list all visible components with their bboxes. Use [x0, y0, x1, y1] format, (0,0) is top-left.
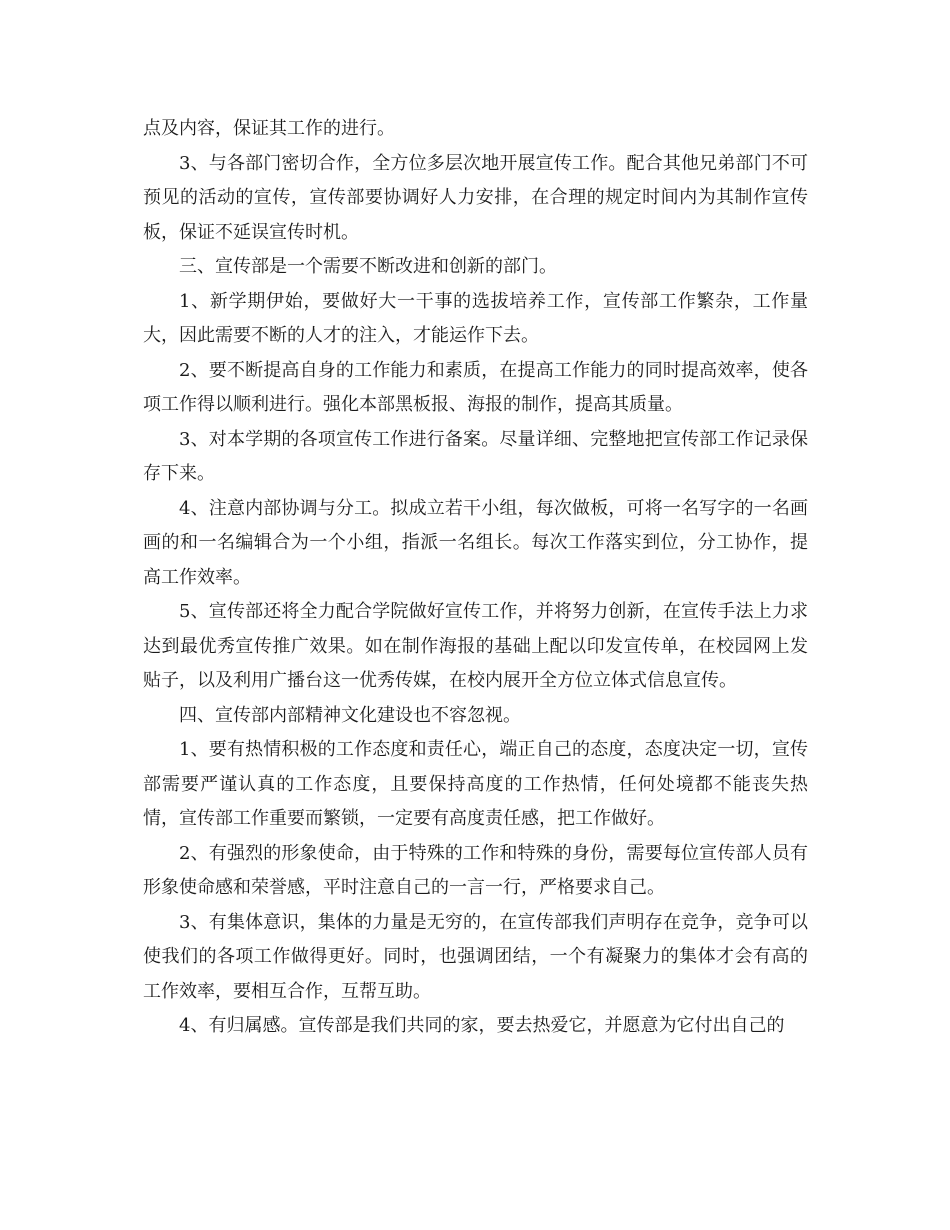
- paragraph: 1、要有热情积极的工作态度和责任心，端正自己的态度，态度决定一切，宣传部需要严谨认真的工作态度，且要保持高度的工作热情，任何处境都不能丧失热情，宣传部工作重要而繁锁，一定要有高度责任感，把工作做好。: [143, 739, 808, 829]
- paragraph: 3、对本学期的各项宣传工作进行备案。尽量详细、完整地把宣传部工作记录保存下来。: [143, 428, 808, 484]
- paragraph: 5、宣传部还将全力配合学院做好宣传工作，并将努力创新，在宣传手法上力求达到最优秀宣传推广效果。如在制作海报的基础上配以印发宣传单，在校园网上发贴子，以及利用广播台这一优秀传媒，在校内展开全方位立体式信息宣传。: [143, 601, 808, 691]
- paragraph: 3、与各部门密切合作，全方位多层次地开展宣传工作。配合其他兄弟部门不可预见的活动的宣传，宣传部要协调好人力安排，在合理的规定时间内为其制作宣传板，保证不延误宣传时机。: [143, 152, 808, 243]
- paragraph: 4、有归属感。宣传部是我们共同的家，要去热爱它，并愿意为它付出自己的: [179, 1015, 785, 1036]
- paragraph: 2、有强烈的形象使命，由于特殊的工作和特殊的身份，需要每位宣传部人员有形象使命感和荣誉感，平时注意自己的一言一行，严格要求自己。: [143, 842, 808, 898]
- paragraph: 点及内容，保证其工作的进行。: [143, 118, 395, 139]
- document-body: [143, 112, 808, 1044]
- section-heading: 四、宣传部内部精神文化建设也不容忽视。: [179, 704, 521, 726]
- section-heading: 三、宣传部是一个需要不断改进和创新的部门。: [179, 256, 557, 277]
- paragraph: 2、要不断提高自身的工作能力和素质，在提高工作能力的同时提高效率，使各项工作得以顺利进行。强化本部黑板报、海报的制作，提高其质量。: [143, 359, 808, 415]
- paragraph: 4、注意内部协调与分工。拟成立若干小组，每次做板，可将一名写字的一名画画的和一名编辑合为一个小组，指派一名组长。每次工作落实到位，分工协作，提高工作效率。: [143, 497, 808, 588]
- paragraph: 3、有集体意识，集体的力量是无穷的，在宣传部我们声明存在竞争，竞争可以使我们的各项工作做得更好。同时，也强调团结，一个有凝聚力的集体才会有高的工作效率，要相互合作，互帮互助。: [143, 911, 808, 1002]
- paragraph: 1、新学期伊始，要做好大一干事的选拔培养工作，宣传部工作繁杂，工作量大，因此需要不断的人才的注入，才能运作下去。: [143, 290, 808, 346]
